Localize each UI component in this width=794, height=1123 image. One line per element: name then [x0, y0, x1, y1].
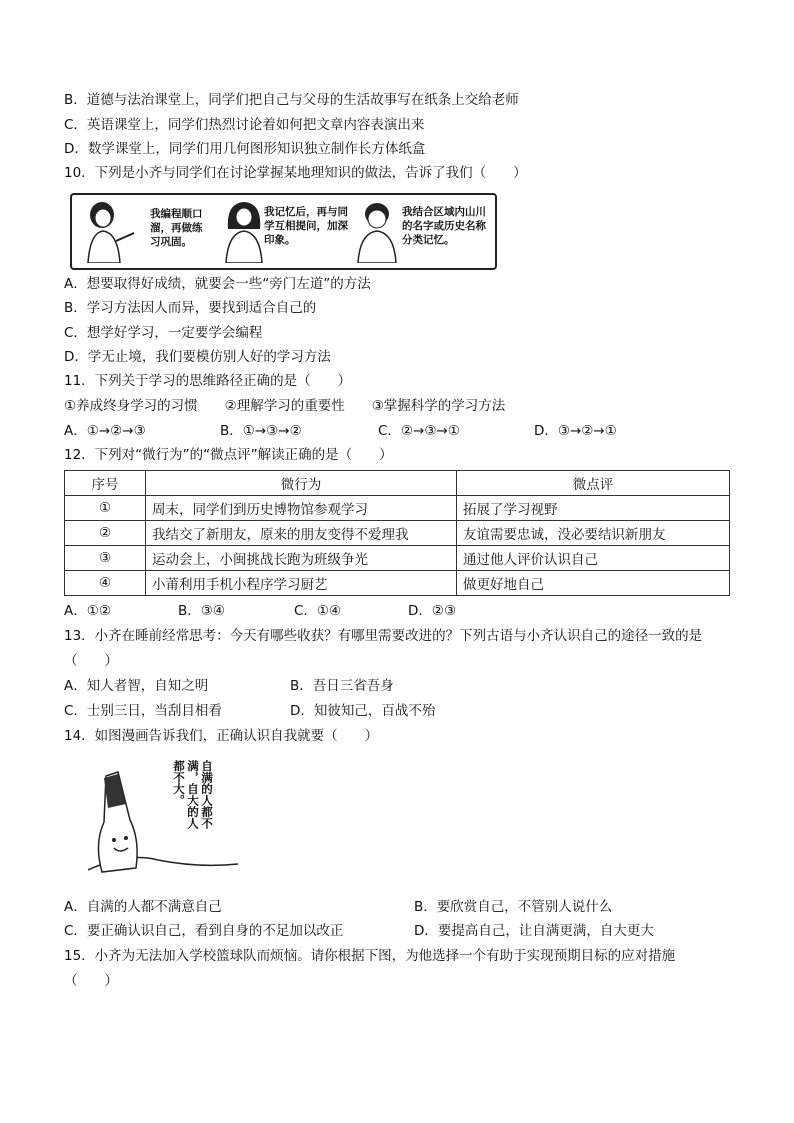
q13-option-a: A．知人者智，自知之明 [64, 678, 209, 694]
q11-option-d: D．③→②→① [534, 423, 617, 439]
q11-stem: 11．下列关于学习的思维路径正确的是（ ） [64, 373, 352, 389]
row-comment: 做更好地自己 [457, 571, 730, 596]
q12-option-d: D．②③ [408, 603, 457, 619]
table-row [65, 546, 730, 571]
cartoon-caption-2: 满，自大的人 [186, 760, 200, 829]
q12-stem: 12．下列对“微行为”的“微点评”解读正确的是（ ） [64, 447, 393, 463]
speech-bubble-2: 我记忆后，再与同学互相提问，加深印象。 [264, 206, 348, 246]
table-row [65, 521, 730, 546]
q15-stem: 15．小齐为无法加入学校篮球队而烦恼。请你根据下图，为他选择一个有助于实现预期目标的应对措施 [64, 948, 676, 964]
q13-option-b: B．吾日三省吾身 [290, 678, 394, 694]
table-header-row [65, 471, 730, 496]
row-index: ① [65, 496, 146, 521]
student-figure-1 [80, 199, 136, 263]
q10-option-c: C．想学好学习，一定要学会编程 [64, 325, 263, 341]
bottle-cartoon-icon [88, 760, 238, 890]
q12-table [64, 470, 730, 596]
header-behavior: 微行为 [146, 471, 457, 496]
speech-bubble-3: 我结合区域内山川的名字或历史名称分类记忆。 [402, 206, 486, 246]
q14-option-d: D．要提高自己，让自满更满，自大更大 [414, 923, 654, 939]
q10-option-d: D．学无止境，我们要模仿别人好的学习方法 [64, 349, 331, 365]
row-behavior: 周末，同学们到历史博物馆参观学习 [146, 496, 457, 521]
cartoon-caption-3: 都不大。 [172, 760, 186, 806]
student-figure-2 [222, 199, 266, 263]
q14-option-b: B．要欣赏自己，不管别人说什么 [414, 899, 613, 915]
row-index: ② [65, 521, 146, 546]
q11-option-c: C．②→③→① [378, 423, 460, 439]
table-row [65, 496, 730, 521]
q13-stem: 13．小齐在睡前经常思考：今天有哪些收获？有哪里需要改进的？下列古语与小齐认识自己的途径一致的是 [64, 628, 703, 644]
header-comment: 微点评 [457, 471, 730, 496]
q14-option-c: C．要正确认识自己，看到自身的不足加以改正 [64, 923, 344, 939]
q12-option-a: A．①② [64, 603, 111, 619]
row-index: ③ [65, 546, 146, 571]
q10-option-b: B．学习方法因人而异，要找到适合自己的 [64, 300, 317, 316]
row-behavior: 小莆利用手机小程序学习厨艺 [146, 571, 457, 596]
q14-option-a: A．自满的人都不满意自己 [64, 899, 222, 915]
q13-option-c: C．士别三日，当刮目相看 [64, 703, 222, 719]
row-index: ④ [65, 571, 146, 596]
student-figure-3 [354, 199, 400, 263]
row-behavior: 运动会上，小闽挑战长跑为班级争光 [146, 546, 457, 571]
q9-option-d: D．数学课堂上，同学们用几何图形知识独立制作长方体纸盒 [64, 141, 426, 157]
q14-stem: 14．如图漫画告诉我们，正确认识自我就要（ ） [64, 728, 379, 744]
q11-items: ①养成终身学习的习惯 ②理解学习的重要性 ③掌握科学的学习方法 [64, 398, 506, 414]
q12-option-c: C．①④ [294, 603, 342, 619]
q10-illustration [70, 193, 497, 270]
q10-stem: 10．下列是小齐与同学们在讨论掌握某地理知识的做法，告诉了我们（ ） [64, 165, 527, 181]
row-comment: 拓展了学习视野 [457, 496, 730, 521]
q10-option-a: A．想要取得好成绩，就要会一些“旁门左道”的方法 [64, 276, 371, 292]
q9-option-b: B．道德与法治课堂上，同学们把自己与父母的生活故事写在纸条上交给老师 [64, 92, 519, 108]
q11-option-a: A．①→②→③ [64, 423, 146, 439]
q12-option-b: B．③④ [178, 603, 225, 619]
header-index: 序号 [65, 471, 146, 496]
q13-answer-paren: （ ） [64, 653, 118, 669]
speech-bubble-1: 我编程顺口溜，再做练习巩固。 [150, 208, 203, 248]
row-comment: 通过他人评价认识自己 [457, 546, 730, 571]
row-behavior: 我结交了新朋友，原来的朋友变得不爱理我 [146, 521, 457, 546]
q13-option-d: D．知彼知己，百战不殆 [290, 703, 436, 719]
q15-answer-paren: （ ） [64, 973, 118, 989]
q9-option-c: C．英语课堂上，同学们热烈讨论着如何把文章内容表演出来 [64, 117, 425, 133]
table-row [65, 571, 730, 596]
cartoon-caption-1: 自满的人都不 [200, 760, 214, 829]
row-comment: 友谊需要忠诚，没必要结识新朋友 [457, 521, 730, 546]
q14-cartoon [88, 760, 238, 890]
q11-option-b: B．①→③→② [220, 423, 302, 439]
